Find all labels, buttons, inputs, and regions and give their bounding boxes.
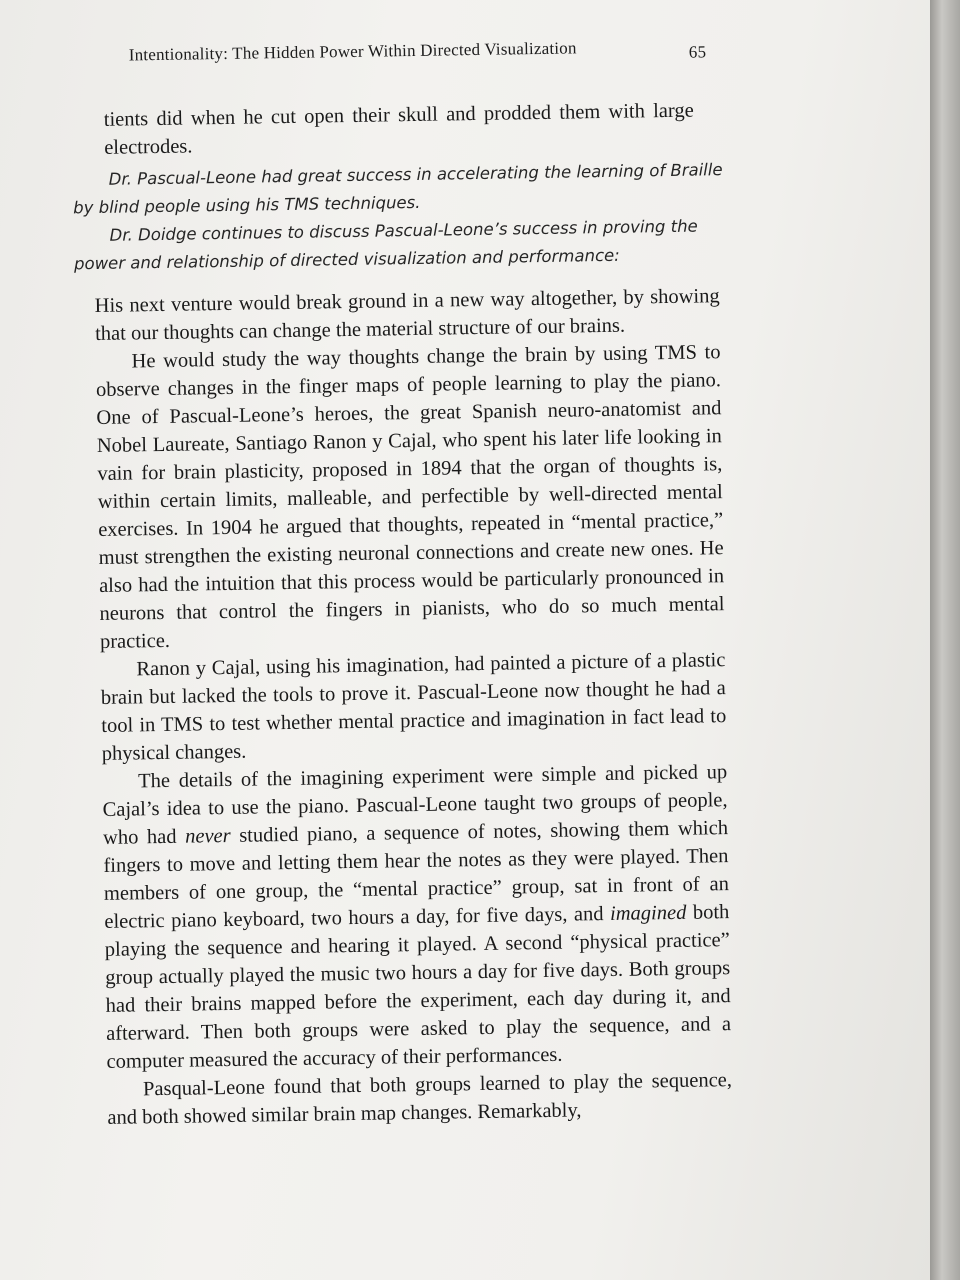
- page-edge-shadow: [930, 0, 960, 1280]
- quote-paragraph-1: His next venture would break ground in a new way altogether, by showing that our thoughts can change the material structure of our brains.: [94, 285, 720, 346]
- author-note-2: [73, 212, 734, 278]
- quote-paragraph-4-part-3: both playing the sequence and hearing it played. A second “physical practice” group actually played the music two hours a day for five days. Both groups had their brains mapped before the experiment, each day during it, and afterward. Then both groups were asked to play the sequence, and a computer measured the accuracy of their performances.: [104, 901, 732, 1073]
- block-quote: [94, 282, 732, 1132]
- intro-paragraph: [104, 97, 695, 162]
- quote-paragraph-4-part-2: studied piano, a sequence of notes, showing them which fingers to move and letting them hear the notes as they were played. Then members of one group, the “mental practice” group, sat in front of an electric piano keyboard, two hours a day, for five days, and: [103, 817, 730, 933]
- author-note-1-text: Dr. Pascual-Leone had great success in accelerating the learning of Braille by blind people using his TMS techniques.: [73, 160, 723, 218]
- emphasis-imagined: imagined: [609, 901, 687, 925]
- page-number: 65: [688, 42, 707, 62]
- running-header: [128, 36, 729, 65]
- emphasis-never: never: [184, 824, 231, 848]
- quote-paragraph-4: [102, 758, 732, 1076]
- quote-paragraph-2: He would study the way thoughts change the brain by using TMS to observe changes in the finger maps of people learning to play the piano. One of Pascual-Leone’s heroes, the great Spanish neuro-anatomist and Nobel Laureate, Santiago Ranon y Cajal, who spent his later life looking in vain for brain plasticity, proposed in 1894 that the organ of thoughts is, within certain limits, malleable, and perfectible by well-directed mental exercises. In 1904 he argued that thoughts, repeated in “mental practice,” must strengthen the existing neuronal connections and create new ones. He also had the intuition that this process would be particularly pronounced in neurons that control the fingers in pianists, who do so much mental practice.: [95, 341, 725, 653]
- intro-paragraph-text: tients did when he cut open their skull and prodded them with large electrodes.: [103, 99, 694, 159]
- quote-paragraph-4-part-1: The details of the imagining experiment were simple and picked up Cajal’s idea to use the piano. Pascual-Leone taught two groups of people, who had: [102, 761, 728, 849]
- quote-paragraph-3: Ranon y Cajal, using his imagination, had painted a picture of a plastic brain but lacked the tools to prove it. Pascual-Leone now thought he had a tool in TMS to test whether mental practice and imagination in fact lead to physical changes.: [100, 649, 727, 765]
- author-note-2-text: Dr. Doidge continues to discuss Pascual-Leone’s success in proving the power and relationship of directed visualization and performance:: [73, 216, 698, 274]
- author-note-1: [73, 156, 734, 222]
- quote-paragraph-5: Pasqual-Leone found that both groups learned to play the sequence, and both showed similar brain map changes. Remarkably,: [107, 1069, 733, 1129]
- running-header-title: Intentionality: The Hidden Power Within Directed Visualization: [128, 38, 577, 65]
